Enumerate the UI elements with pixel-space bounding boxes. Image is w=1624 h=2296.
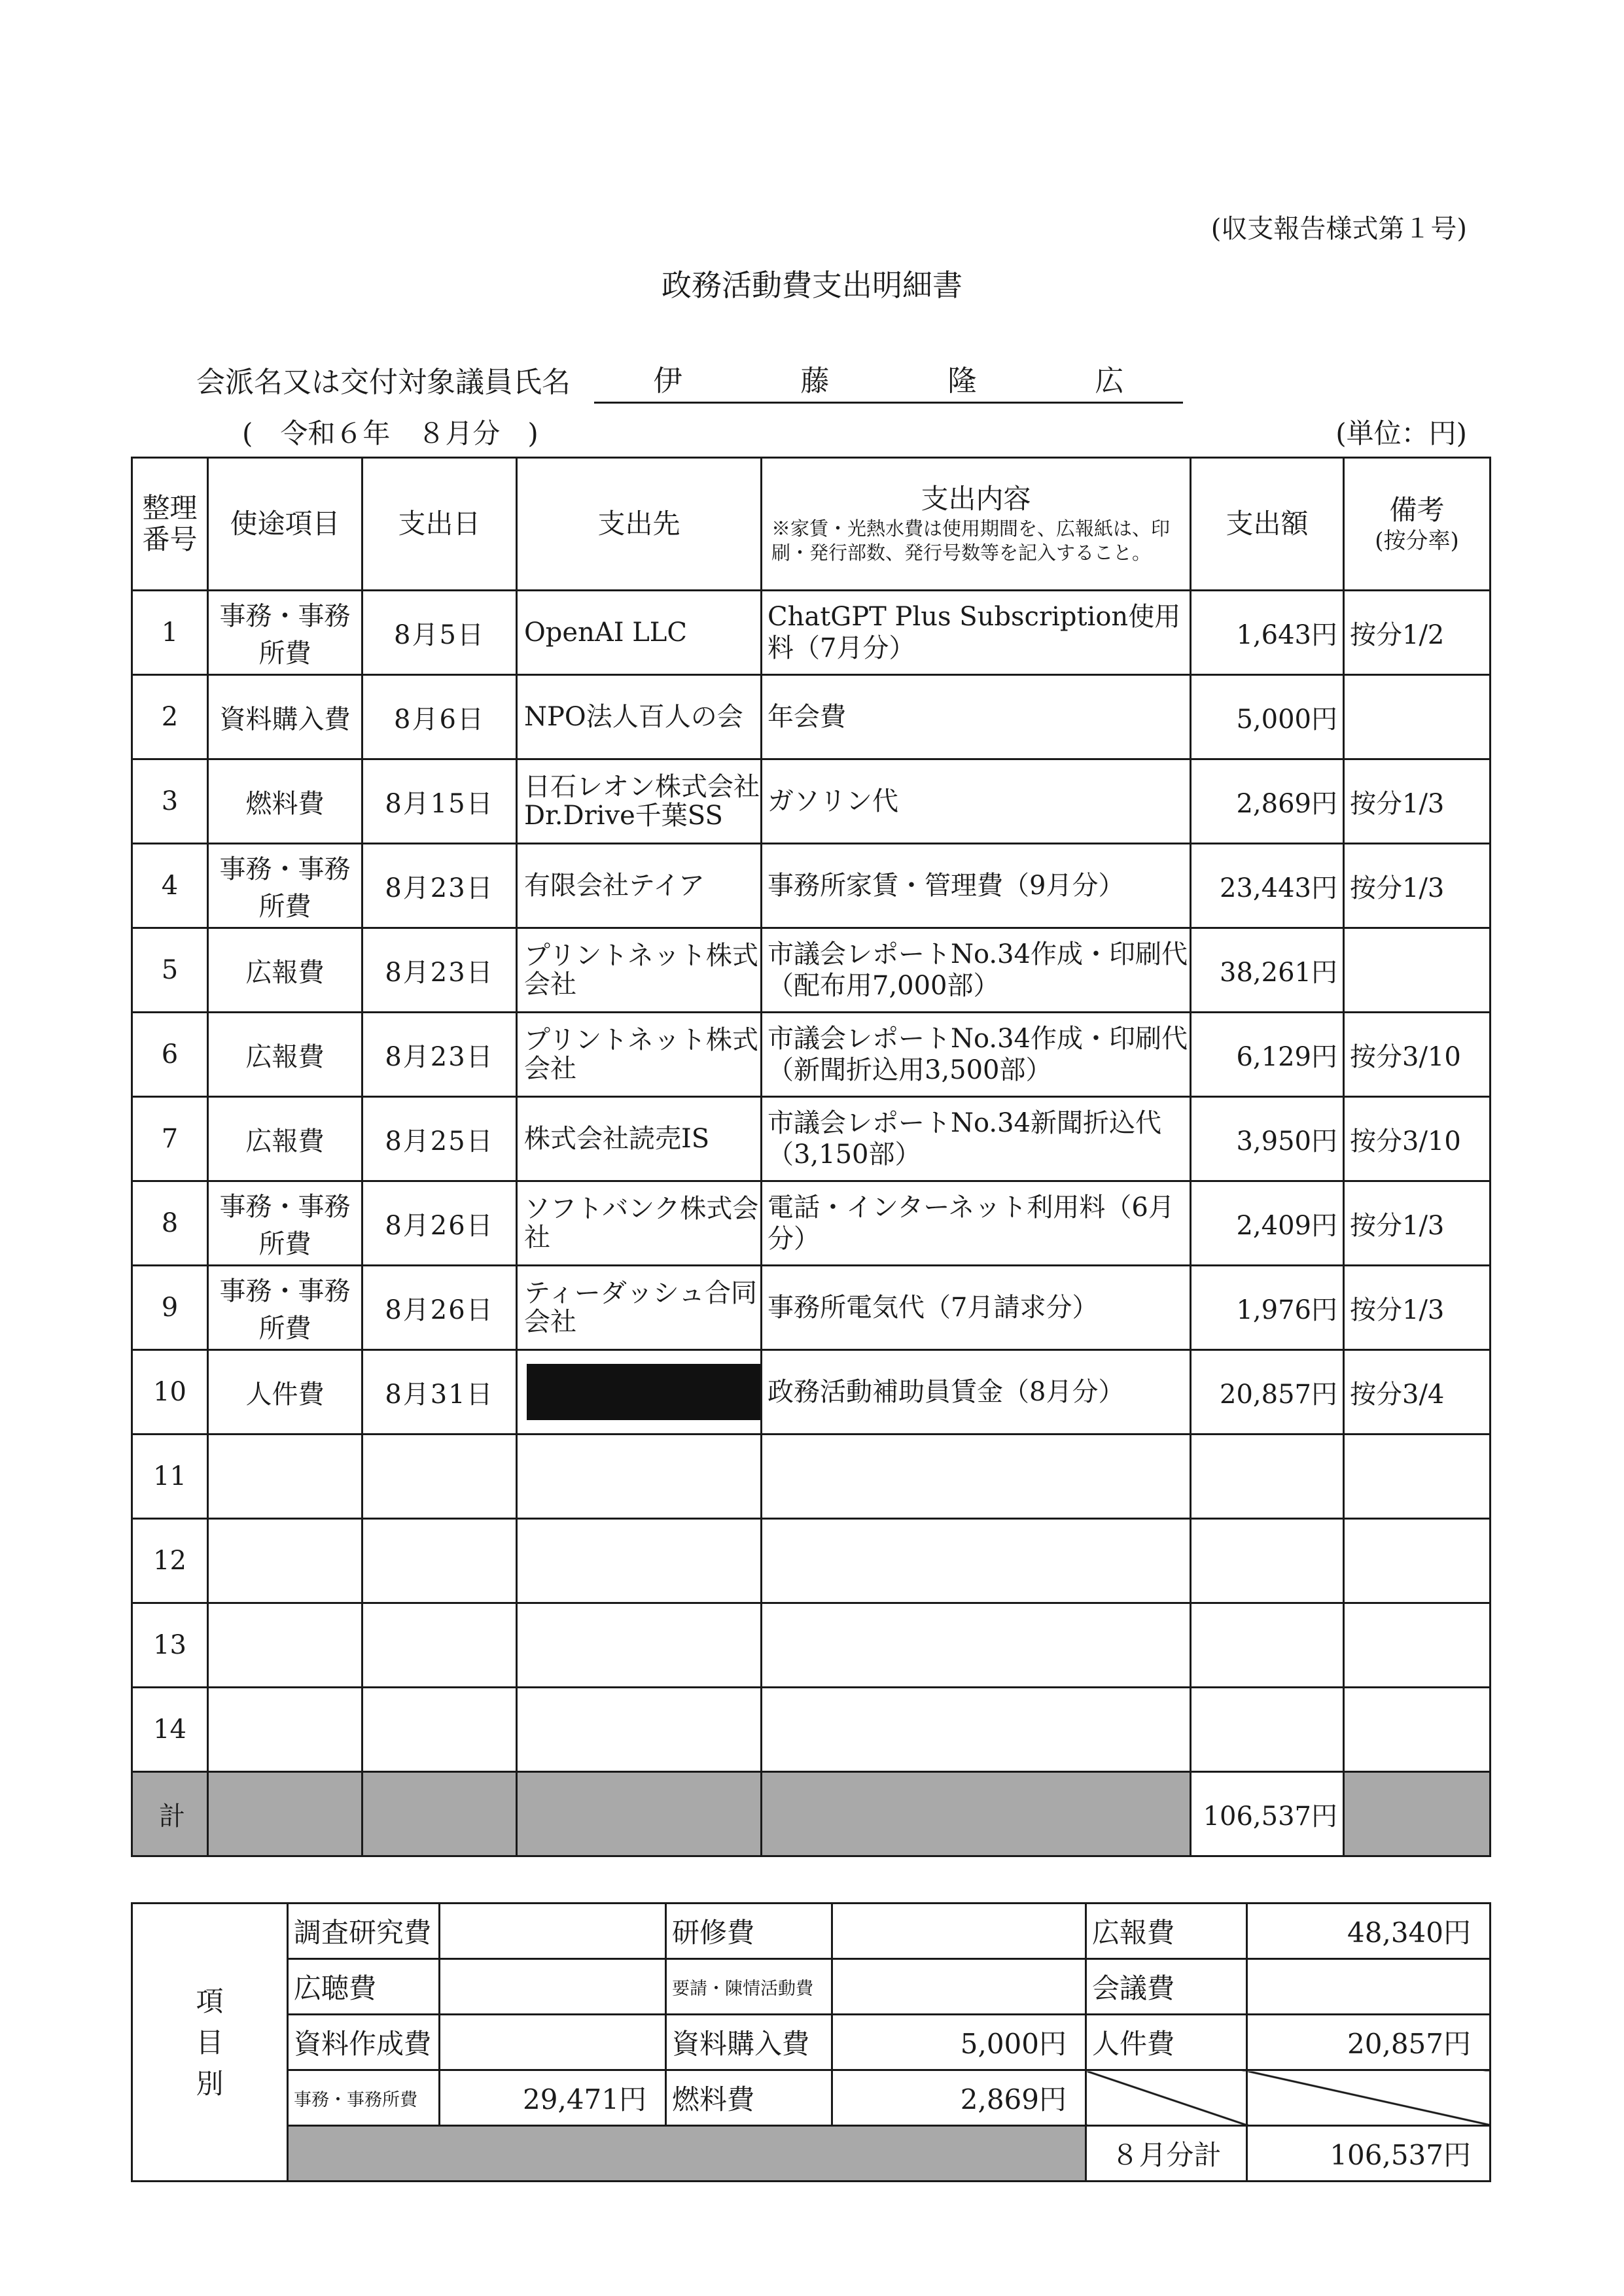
row-note: 按分3/4 bbox=[1344, 1350, 1491, 1435]
row-no: 4 bbox=[132, 844, 208, 928]
row-amount bbox=[1191, 1603, 1344, 1688]
month-total-label: ８月分計 bbox=[1086, 2126, 1247, 2182]
member-label: 会派名又は交付対象議員氏名 bbox=[196, 366, 571, 399]
table-row bbox=[132, 928, 1491, 1013]
row-amount bbox=[1191, 1688, 1344, 1772]
row-detail: ガソリン代 bbox=[762, 759, 1191, 844]
category-value-hearing bbox=[440, 1959, 666, 2015]
shaded-blank bbox=[288, 2126, 1086, 2182]
row-payee bbox=[517, 1688, 762, 1772]
row-detail: 市議会レポートNo.34作成・印刷代（配布用7,000部） bbox=[762, 928, 1191, 1013]
document-title: 政務活動費支出明細書 bbox=[662, 268, 962, 303]
row-purpose: 事務・事務所費 bbox=[208, 844, 362, 928]
category-label-fuel: 燃料費 bbox=[666, 2070, 832, 2126]
header-date: 支出日 bbox=[362, 458, 517, 591]
category-label-hearing: 広聴費 bbox=[288, 1959, 440, 2015]
crossed-out-cell bbox=[1086, 2070, 1247, 2126]
category-label-meeting: 会議費 bbox=[1086, 1959, 1247, 2015]
redaction-bar bbox=[527, 1364, 762, 1420]
row-note bbox=[1344, 675, 1491, 759]
header-remarks-sub: (按分率) bbox=[1375, 528, 1459, 554]
row-payee: 日石レオン株式会社 Dr.Drive千葉SS bbox=[517, 759, 762, 844]
table-row bbox=[132, 1688, 1491, 1772]
table-row bbox=[132, 1519, 1491, 1603]
row-detail: 事務所家賃・管理費（9月分） bbox=[762, 844, 1191, 928]
row-date: 8月6日 bbox=[362, 675, 517, 759]
expenditure-table bbox=[131, 457, 1491, 1857]
row-date: 8月23日 bbox=[362, 1013, 517, 1097]
row-amount bbox=[1191, 1435, 1344, 1519]
row-detail bbox=[762, 1603, 1191, 1688]
row-payee bbox=[517, 1603, 762, 1688]
row-date: 8月23日 bbox=[362, 928, 517, 1013]
table-row bbox=[132, 1350, 1491, 1435]
row-amount: 3,950円 bbox=[1191, 1097, 1344, 1181]
row-amount: 20,857円 bbox=[1191, 1350, 1344, 1435]
table-row bbox=[132, 675, 1491, 759]
row-payee-redacted bbox=[517, 1350, 762, 1435]
row-amount: 5,000円 bbox=[1191, 675, 1344, 759]
row-no: 7 bbox=[132, 1097, 208, 1181]
category-total-row bbox=[132, 2126, 1491, 2182]
table-row bbox=[132, 1603, 1491, 1688]
row-no: 2 bbox=[132, 675, 208, 759]
row-note bbox=[1344, 1688, 1491, 1772]
total-blank bbox=[362, 1772, 517, 1856]
category-side-label: 項目別 bbox=[132, 1904, 288, 2182]
row-payee bbox=[517, 1519, 762, 1603]
unit-label: (単位：円) bbox=[1335, 417, 1467, 449]
category-label-pr: 広報費 bbox=[1086, 1904, 1247, 1959]
category-label-training: 研修費 bbox=[666, 1904, 832, 1959]
table-row bbox=[132, 591, 1491, 675]
row-purpose: 事務・事務所費 bbox=[208, 1266, 362, 1350]
row-purpose: 広報費 bbox=[208, 1013, 362, 1097]
header-remarks-title: 備考 bbox=[1389, 493, 1445, 526]
row-note: 按分1/3 bbox=[1344, 1266, 1491, 1350]
row-amount: 2,409円 bbox=[1191, 1181, 1344, 1266]
row-no: 3 bbox=[132, 759, 208, 844]
row-amount: 38,261円 bbox=[1191, 928, 1344, 1013]
category-value-research bbox=[440, 1904, 666, 1959]
member-name-char: 伊 bbox=[653, 364, 682, 398]
row-no: 12 bbox=[132, 1519, 208, 1603]
row-payee: 有限会社テイア bbox=[517, 844, 762, 928]
row-date bbox=[362, 1688, 517, 1772]
category-value-petition bbox=[832, 1959, 1086, 2015]
row-detail bbox=[762, 1688, 1191, 1772]
category-label-personnel: 人件費 bbox=[1086, 2015, 1247, 2070]
row-no: 6 bbox=[132, 1013, 208, 1097]
row-note bbox=[1344, 928, 1491, 1013]
row-purpose bbox=[208, 1519, 362, 1603]
total-label: 計 bbox=[132, 1772, 208, 1856]
category-value-materials-creation bbox=[440, 2015, 666, 2070]
reporting-period: ( 令和６年 ８月分 ) bbox=[242, 417, 538, 449]
row-no: 14 bbox=[132, 1688, 208, 1772]
row-amount: 1,643円 bbox=[1191, 591, 1344, 675]
header-detail bbox=[762, 458, 1191, 591]
row-no: 11 bbox=[132, 1435, 208, 1519]
category-label-research: 調査研究費 bbox=[288, 1904, 440, 1959]
category-value-pr: 48,340円 bbox=[1247, 1904, 1491, 1959]
header-purpose: 使途項目 bbox=[208, 458, 362, 591]
row-detail: ChatGPT Plus Subscription使用料（7月分） bbox=[762, 591, 1191, 675]
row-detail: 政務活動補助員賃金（8月分） bbox=[762, 1350, 1191, 1435]
row-amount: 6,129円 bbox=[1191, 1013, 1344, 1097]
table-row bbox=[132, 1097, 1491, 1181]
form-code: (収支報告様式第１号) bbox=[1210, 214, 1467, 244]
row-date: 8月23日 bbox=[362, 844, 517, 928]
row-payee: NPO法人百人の会 bbox=[517, 675, 762, 759]
row-note bbox=[1344, 1435, 1491, 1519]
row-date: 8月5日 bbox=[362, 591, 517, 675]
row-date bbox=[362, 1519, 517, 1603]
table-header-row bbox=[132, 458, 1491, 591]
table-row bbox=[132, 759, 1491, 844]
row-date: 8月26日 bbox=[362, 1181, 517, 1266]
category-row bbox=[132, 2070, 1491, 2126]
row-note bbox=[1344, 1519, 1491, 1603]
row-note: 按分3/10 bbox=[1344, 1097, 1491, 1181]
row-note: 按分1/3 bbox=[1344, 844, 1491, 928]
row-no: 1 bbox=[132, 591, 208, 675]
row-date: 8月26日 bbox=[362, 1266, 517, 1350]
row-amount: 2,869円 bbox=[1191, 759, 1344, 844]
header-detail-note: ※家賃・光熱水費は使用期間を、広報紙は、印刷・発行部数、発行号数等を記入すること。 bbox=[771, 517, 1171, 565]
category-value-training bbox=[832, 1904, 1086, 1959]
total-row bbox=[132, 1772, 1491, 1856]
row-detail: 市議会レポートNo.34作成・印刷代（新聞折込用3,500部） bbox=[762, 1013, 1191, 1097]
category-label-petition: 要請・陳情活動費 bbox=[666, 1959, 832, 2015]
crossed-out-cell bbox=[1247, 2070, 1491, 2126]
row-note: 按分1/3 bbox=[1344, 759, 1491, 844]
row-payee: プリントネット株式会社 bbox=[517, 928, 762, 1013]
row-date: 8月31日 bbox=[362, 1350, 517, 1435]
row-note: 按分3/10 bbox=[1344, 1013, 1491, 1097]
row-date bbox=[362, 1603, 517, 1688]
row-amount bbox=[1191, 1519, 1344, 1603]
table-row bbox=[132, 1013, 1491, 1097]
row-note: 按分1/2 bbox=[1344, 591, 1491, 675]
row-payee: ティーダッシュ合同会社 bbox=[517, 1266, 762, 1350]
member-name-char: 広 bbox=[1095, 364, 1124, 398]
table-row bbox=[132, 1435, 1491, 1519]
category-value-personnel: 20,857円 bbox=[1247, 2015, 1491, 2070]
total-blank bbox=[1344, 1772, 1491, 1856]
category-value-materials-purchase: 5,000円 bbox=[832, 2015, 1086, 2070]
total-blank bbox=[208, 1772, 362, 1856]
table-row bbox=[132, 844, 1491, 928]
category-label-office: 事務・事務所費 bbox=[288, 2070, 440, 2126]
header-remarks bbox=[1344, 458, 1491, 591]
row-no: 9 bbox=[132, 1266, 208, 1350]
row-purpose: 資料購入費 bbox=[208, 675, 362, 759]
row-no: 13 bbox=[132, 1603, 208, 1688]
total-amount: 106,537円 bbox=[1191, 1772, 1344, 1856]
category-label-materials-creation: 資料作成費 bbox=[288, 2015, 440, 2070]
row-note: 按分1/3 bbox=[1344, 1181, 1491, 1266]
row-detail: 市議会レポートNo.34新聞折込代（3,150部） bbox=[762, 1097, 1191, 1181]
category-value-fuel: 2,869円 bbox=[832, 2070, 1086, 2126]
category-row bbox=[132, 2015, 1491, 2070]
category-label-materials-purchase: 資料購入費 bbox=[666, 2015, 832, 2070]
row-date: 8月15日 bbox=[362, 759, 517, 844]
row-detail bbox=[762, 1519, 1191, 1603]
row-purpose: 人件費 bbox=[208, 1350, 362, 1435]
row-detail bbox=[762, 1435, 1191, 1519]
category-summary-table bbox=[131, 1902, 1491, 2182]
row-payee: 株式会社読売IS bbox=[517, 1097, 762, 1181]
row-purpose bbox=[208, 1688, 362, 1772]
row-detail: 事務所電気代（7月請求分） bbox=[762, 1266, 1191, 1350]
row-purpose: 広報費 bbox=[208, 928, 362, 1013]
header-amount: 支出額 bbox=[1191, 458, 1344, 591]
row-payee bbox=[517, 1435, 762, 1519]
row-purpose bbox=[208, 1603, 362, 1688]
row-purpose: 燃料費 bbox=[208, 759, 362, 844]
row-date: 8月25日 bbox=[362, 1097, 517, 1181]
category-value-office: 29,471円 bbox=[440, 2070, 666, 2126]
row-payee: OpenAI LLC bbox=[517, 591, 762, 675]
row-payee: ソフトバンク株式会社 bbox=[517, 1181, 762, 1266]
row-detail: 電話・インターネット利用料（6月分） bbox=[762, 1181, 1191, 1266]
row-purpose: 広報費 bbox=[208, 1097, 362, 1181]
row-purpose: 事務・事務所費 bbox=[208, 1181, 362, 1266]
member-name-char: 隆 bbox=[947, 364, 977, 398]
header-detail-title: 支出内容 bbox=[921, 483, 1031, 515]
row-purpose bbox=[208, 1435, 362, 1519]
total-blank bbox=[517, 1772, 762, 1856]
table-row bbox=[132, 1266, 1491, 1350]
total-blank bbox=[762, 1772, 1191, 1856]
table-row bbox=[132, 1181, 1491, 1266]
member-name bbox=[594, 357, 1183, 404]
header-payee: 支出先 bbox=[517, 458, 762, 591]
row-no: 8 bbox=[132, 1181, 208, 1266]
row-no: 10 bbox=[132, 1350, 208, 1435]
category-row bbox=[132, 1959, 1491, 2015]
member-name-char: 藤 bbox=[800, 364, 830, 398]
row-amount: 23,443円 bbox=[1191, 844, 1344, 928]
row-date bbox=[362, 1435, 517, 1519]
row-amount: 1,976円 bbox=[1191, 1266, 1344, 1350]
row-no: 5 bbox=[132, 928, 208, 1013]
row-payee: プリントネット株式会社 bbox=[517, 1013, 762, 1097]
header-no: 整理番号 bbox=[132, 458, 208, 591]
row-detail: 年会費 bbox=[762, 675, 1191, 759]
row-note bbox=[1344, 1603, 1491, 1688]
category-value-meeting bbox=[1247, 1959, 1491, 2015]
category-row bbox=[132, 1904, 1491, 1959]
row-purpose: 事務・事務所費 bbox=[208, 591, 362, 675]
month-total-value: 106,537円 bbox=[1247, 2126, 1491, 2182]
